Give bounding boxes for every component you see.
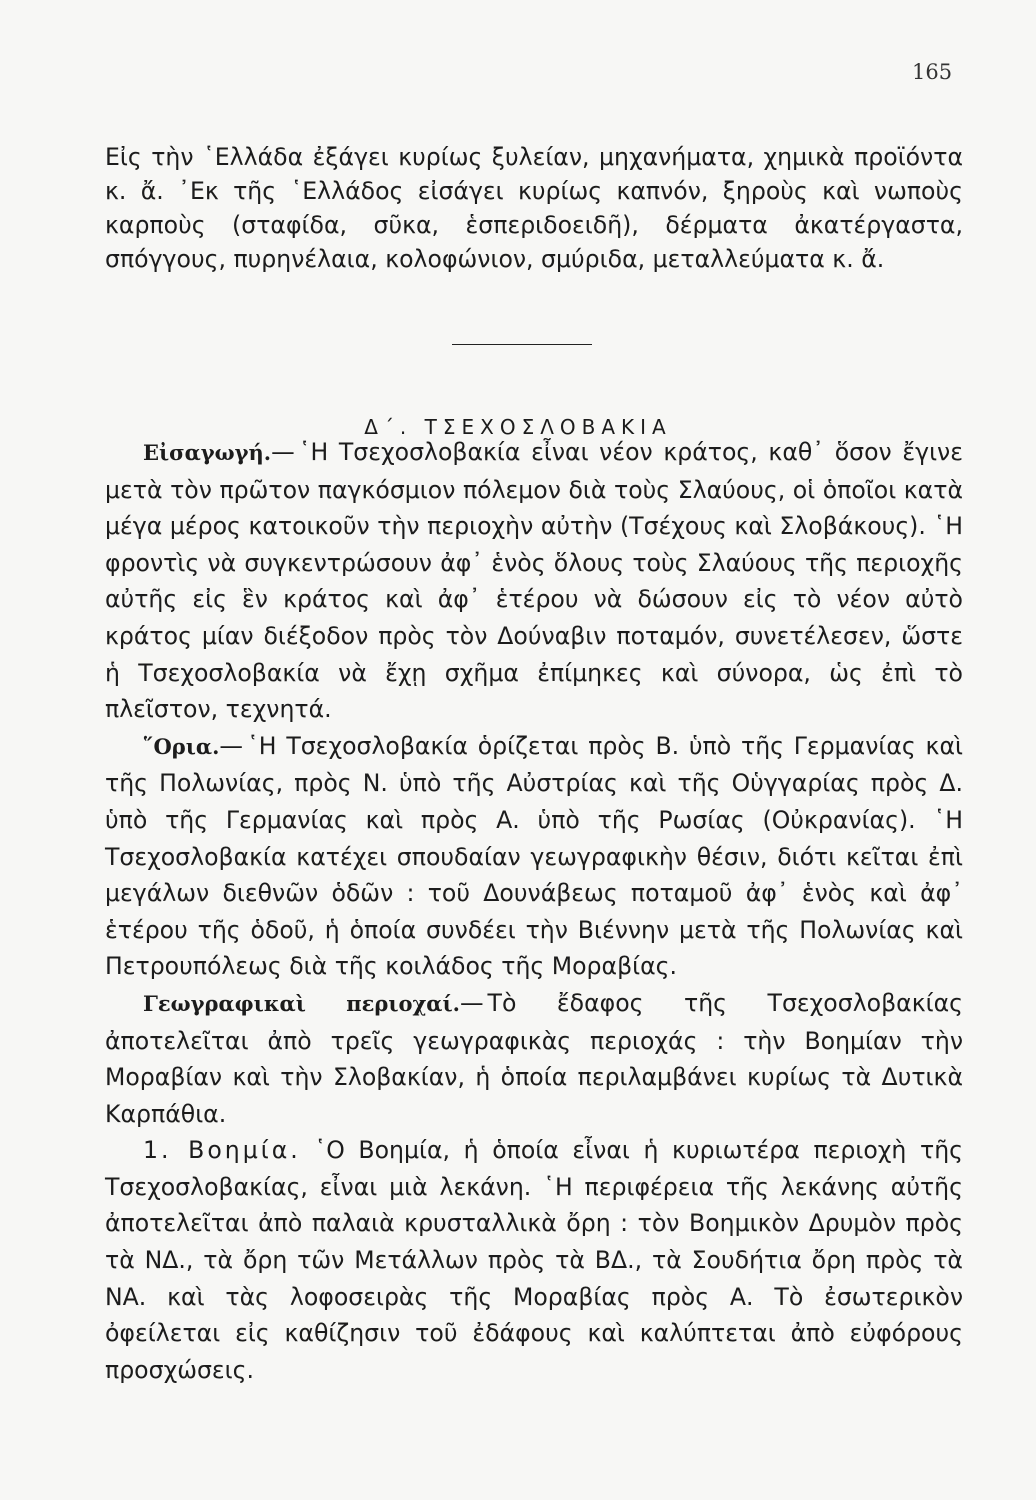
paragraph-introduction: Εἰσαγωγή.— ῾Η Τσεχοσλοβακία εἶναι νέον κράτος, καθ᾿ ὅσον ἔγινε μετὰ τὸν πρῶτον παγκόσμιον πόλεμον διὰ τοὺς Σλαύους, οἱ ὁποῖοι κατὰ μέγα μέρος κατοικοῦν τὴν περιοχὴν αὐτὴν (Τσέχους καὶ Σλοβάκους). ῾Η φροντὶς νὰ συγκεντρώσουν ἀφ᾿ ἑνὸς ὅλους τοὺς Σλαύους τῆς περιοχῆς αὐτῆς εἰς ἓν κράτος καὶ ἀφ᾿ ἑτέρου νὰ δώσουν εἰς τὸ νέον αὐτὸ κράτος μίαν διέξοδον πρὸς τὸν Δούναβιν ποταμόν, συνετέλεσεν, ὥστε ἡ Τσεχοσλοβακία νὰ ἔχῃ σχῆμα ἐπίμηκες καὶ σύνορα, ὡς ἐπὶ τὸ πλεῖστον, τεχνητά. xyxy=(105,438,963,724)
main-content xyxy=(105,434,963,1388)
body-regions: Τὸ ἔδαφος τῆς Τσεχοσλοβακίας ἀποτελεῖται ἀπὸ τρεῖς γεωγραφικὰς περιοχάς : τὴν Βοημίαν τὴν Μοραβίαν καὶ τὴν Σλοβακίαν, ἡ ὁποία περιλαμβάνει κυρίως τὰ Δυτικὰ Καρπάθια. xyxy=(105,988,963,1128)
body-introduction: ῾Η Τσεχοσλοβακία εἶναι νέον κράτος, καθ᾿ ὅσον ἔγινε μετὰ τὸν πρῶτον παγκόσμιον πόλεμον διὰ τοὺς Σλαύους, οἱ ὁποῖοι κατὰ μέγα μέρος κατοικοῦν τὴν περιοχὴν αὐτὴν (Τσέχους καὶ Σλοβάκους). ῾Η φροντὶς νὰ συγκεντρώσουν ἀφ᾿ ἑνὸς ὅλους τοὺς Σλαύους τῆς περιοχῆς αὐτῆς εἰς ἓν κράτος καὶ ἀφ᾿ ἑτέρου νὰ δώσουν εἰς τὸ νέον αὐτὸ κράτος μίαν διέξοδον πρὸς τὸν Δούναβιν ποταμόν, συνετέλεσεν, ὥστε ἡ Τσεχοσλοβακία νὰ ἔχῃ σχῆμα ἐπίμηκες καὶ σύνορα, ὡς ἐπὶ τὸ πλεῖστον, τεχνητά. xyxy=(105,438,963,724)
intro-paragraph xyxy=(105,140,963,276)
paragraph-regions: Γεωγραφικαὶ περιοχαί.— Τὸ ἔδαφος τῆς Τσεχοσλοβακίας ἀποτελεῖται ἀπὸ τρεῖς γεωγραφικὰς περιοχάς : τὴν Βοημίαν τὴν Μοραβίαν καὶ τὴν Σλοβακίαν, ἡ ὁποία περιλαμβάνει κυρίως τὰ Δυτικὰ Καρπάθια. xyxy=(105,988,963,1128)
heading-regions: Γεωγραφικαὶ περιοχαί. xyxy=(143,990,460,1016)
heading-introduction: Εἰσαγωγή. xyxy=(143,440,272,465)
body-bohemia: ῾Ο Βοημία, ἡ ὁποία εἶναι ἡ κυριωτέρα περιοχὴ τῆς Τσεχοσλοβακίας, εἶναι μιὰ λεκάνη. ῾Η περιφέρεια τῆς λεκάνης αὐτῆς ἀποτελεῖται ἀπὸ παλαιὰ κρυσταλλικὰ ὄρη : τὸν Βοημικὸν Δρυμὸν πρὸς τὰ ΝΔ., τὰ ὄρη τῶν Μετάλλων πρὸς τὰ ΒΔ., τὰ Σουδήτια ὄρη πρὸς τὰ ΝΑ. καὶ τὰς λοφοσειρὰς τῆς Μοραβίας πρὸς Α. Τὸ ἐσωτερικὸν ὀφείλεται εἰς καθίζησιν τοῦ ἐδάφους καὶ καλύπτεται ἀπὸ εὐφόρους προσχώσεις. xyxy=(105,1136,963,1384)
section-divider xyxy=(452,344,592,345)
paragraph-bohemia xyxy=(105,1132,963,1388)
paragraph-borders: ῞Ορια.— ῾Η Τσεχοσλοβακία ὁρίζεται πρὸς Β. ὑπὸ τῆς Γερμανίας καὶ τῆς Πολωνίας, πρὸς Ν. ὑπὸ τῆς Αὐστρίας καὶ τῆς Οὑγγαρίας πρὸς Δ. ὑπὸ τῆς Γερμανίας καὶ πρὸς Α. ὑπὸ τῆς Ρωσίας (Οὐκρανίας). ῾Η Τσεχοσλοβακία κατέχει σπουδαίαν γεωγραφικὴν θέσιν, διότι κεῖται ἐπὶ μεγάλων διεθνῶν ὁδῶν : τοῦ Δουνάβεως ποταμοῦ ἀφ᾿ ἑνὸς καὶ ἀφ᾿ ἑτέρου τῆς ὁδοῦ, ἡ ὁποία συνδέει τὴν Βιέννην μετὰ τῆς Πολωνίας καὶ Πετρουπόλεως διὰ τῆς κοιλάδος τῆς Μοραβίας. xyxy=(105,731,963,981)
heading-borders: ῞Ορια. xyxy=(143,733,220,759)
page-number: 165 xyxy=(912,60,953,84)
section-title: Δ΄. ΤΣΕΧΟΣΛΟΒΑΚΙΑ xyxy=(364,414,672,439)
heading-bohemia: 1. Βοημία. xyxy=(143,1136,301,1165)
body-borders: ῾Η Τσεχοσλοβακία ὁρίζεται πρὸς Β. ὑπὸ τῆς Γερμανίας καὶ τῆς Πολωνίας, πρὸς Ν. ὑπὸ τῆς Αὐστρίας καὶ τῆς Οὑγγαρίας πρὸς Δ. ὑπὸ τῆς Γερμανίας καὶ πρὸς Α. ὑπὸ τῆς Ρωσίας (Οὐκρανίας). ῾Η Τσεχοσλοβακία κατέχει σπουδαίαν γεωγραφικὴν θέσιν, διότι κεῖται ἐπὶ μεγάλων διεθνῶν ὁδῶν : τοῦ Δουνάβεως ποταμοῦ ἀφ᾿ ἑνὸς καὶ ἀφ᾿ ἑτέρου τῆς ὁδοῦ, ἡ ὁποία συνδέει τὴν Βιέννην μετὰ τῆς Πολωνίας καὶ Πετρουπόλεως διὰ τῆς κοιλάδος τῆς Μοραβίας. xyxy=(105,731,963,981)
intro-text: Εἰς τὴν ῾Ελλάδα ἐξάγει κυρίως ξυλείαν, μηχανήματα, χημικὰ προϊόντα κ. ἄ. ᾿Εκ τῆς ῾Ελλάδος εἰσάγει κυρίως καπνόν, ξηροὺς καὶ νωποὺς καρποὺς (σταφίδα, σῦκα, ἑσπεριδοειδῆ), δέρματα ἀκατέργαστα, σπόγγους, πυρηνέλαια, κολοφώνιον, σμύριδα, μεταλλεύματα κ. ἄ. xyxy=(105,143,963,273)
